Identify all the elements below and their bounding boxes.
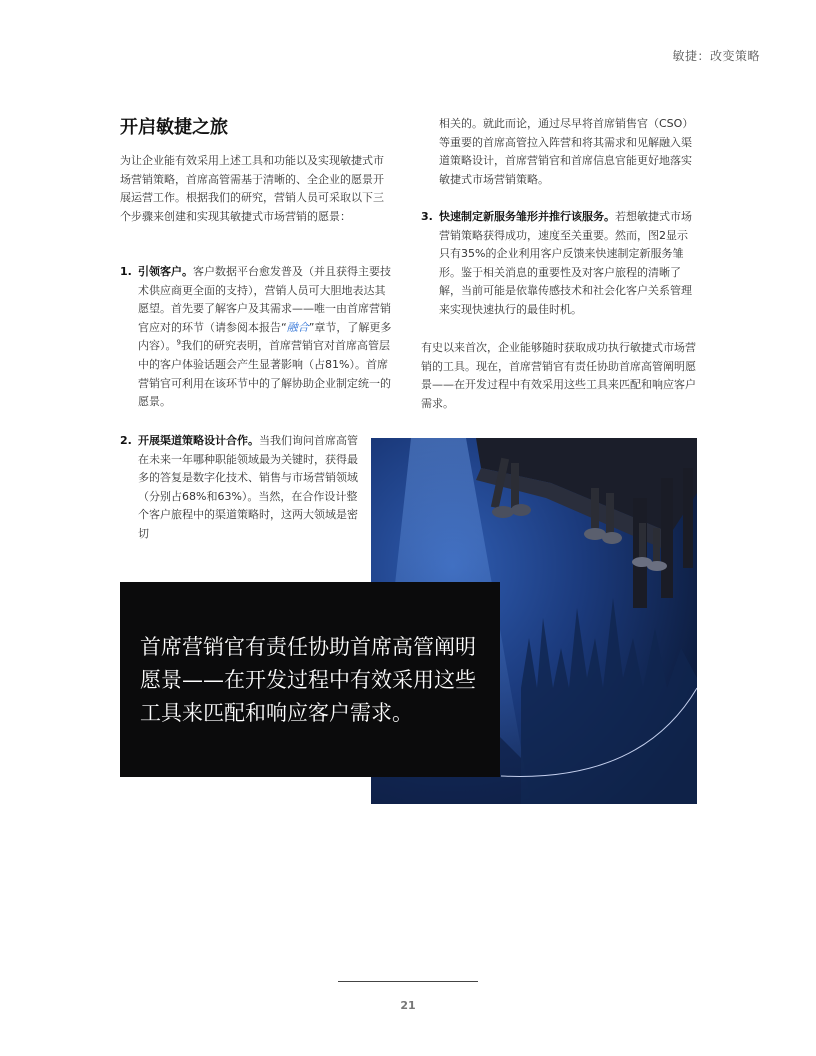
step-3 [421, 208, 697, 320]
continuation-paragraph [439, 115, 697, 189]
step-1 [120, 263, 392, 412]
intro-text: 为让企业能有效采用上述工具和功能以及实现敏捷式市场营销策略，首席高管需基于清晰的、全企业的愿景开展运营工作。根据我们的研究，营销人员可采取以下三个步骤来创建和实现其敏捷式市场营销的愿景： [120, 154, 384, 223]
footnote-ref[interactable]: 9 [176, 338, 181, 347]
intro-paragraph [120, 152, 392, 226]
step-text: 我们的研究表明，首席营销官对首席高管层中的客户体验话题会产生显著影响（占81%）。首席营销官可利用在该环节中的了解协助企业制定统一的愿景。 [138, 339, 391, 409]
report-link[interactable]: 融合 [286, 320, 309, 334]
continuation-text: 相关的。就此而论，通过尽早将首席销售官（CSO）等重要的首席高管拉入阵营和将其需求和见解融入渠道策略设计，首席营销官和首席信息官能更好地落实敏捷式市场营销策略。 [439, 117, 694, 186]
step-text: ”章节，了解更多内容）。 [138, 320, 392, 353]
footer-divider [338, 981, 478, 982]
page-number: 21 [400, 999, 416, 1012]
header-title: 敏捷：改变策略 [672, 49, 760, 63]
step-lead: 引领客户。 [138, 265, 193, 278]
step-number: 3. [421, 210, 433, 223]
step-2 [120, 432, 365, 544]
step-text: 客户数据平台愈发普及（并且获得主要技术供应商更全面的支持），营销人员可大胆地表达其愿望。首先要了解客户及其需求——唯一由首席营销官应对的环节（请参阅本报告“ [138, 265, 391, 334]
pull-quote [120, 582, 500, 777]
pull-quote-text: 首席营销官有责任协助首席高管阐明愿景——在开发过程中有效采用这些工具来匹配和响应客户需求。 [140, 635, 476, 725]
step-number: 1. [120, 265, 132, 278]
page-title: 开启敏捷之旅 [120, 117, 228, 138]
step-lead: 快速制定新服务雏形并推行该服务。 [439, 210, 615, 223]
step-text: 当我们询问首席高管在未来一年哪种职能领域最为关键时，获得最多的答复是数字化技术、销售与市场营销领域（分别占68%和63%）。当然，在合作设计整个客户旅程中的渠道策略时，这两大领域是密切 [138, 434, 358, 540]
closing-text: 有史以来首次，企业能够随时获取成功执行敏捷式市场营销的工具。现在，首席营销官有责任协助首席高管阐明愿景——在开发过程中有效采用这些工具来匹配和响应客户需求。 [421, 341, 696, 410]
step-number: 2. [120, 434, 132, 447]
step-lead: 开展渠道策略设计合作。 [138, 434, 259, 447]
closing-paragraph [421, 339, 697, 413]
step-text: 若想敏捷式市场营销策略获得成功，速度至关重要。然而，图2显示只有35%的企业利用客户反馈来快速制定新服务雏形。鉴于相关消息的重要性及对客户旅程的清晰了解，当前可能是依靠传感技术和社会化客户关系管理来实现快速执行的最佳时机。 [439, 210, 692, 316]
